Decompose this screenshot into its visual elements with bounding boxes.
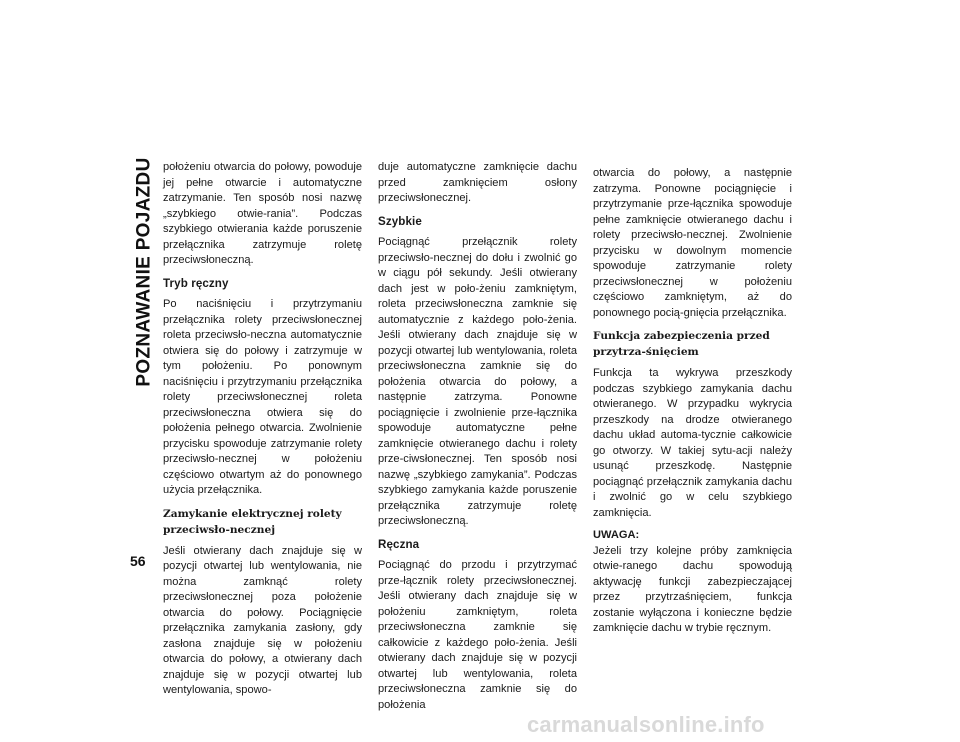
heading-manual: Ręczna	[378, 537, 420, 551]
paragraph: Funkcja ta wykrywa przeszkody podczas szybkiego zamykania dachu otwieranego. W przypadku wykrycia przeszkody na drodze otwieranego dachu układ automa-tycznie całkowicie go otworzy. W takiej sytu-acji należy usunąć przeszkodę. Następnie pociągnąć przełącznik zamykania dachu i zwolnić go w celu szybkiego zamknięcia.	[593, 367, 792, 519]
column-1	[163, 160, 362, 706]
section-title: POZNAWANIE POJAZDU	[134, 157, 156, 387]
heading-manual-mode: Tryb ręczny	[163, 276, 229, 290]
paragraph: otwarcia do połowy, a następnie zatrzyma. Ponowne pociągnięcie i przytrzymanie prze-łącznika spowoduje pełne zamknięcie otwieranego dachu i rolety przeciwsło-necznej. Zwolnienie przycisku w dowolnym momencie spowoduje zatrzymanie rolety przeciwsłonecznej w położeniu częściowo zamkniętym, aż do ponownego pocią-gnięcia przełącznika.	[593, 167, 792, 319]
column-2	[378, 160, 577, 720]
paragraph: duje automatyczne zamknięcie dachu przed zamknięciem osłony przeciwsłonecznej.	[378, 161, 577, 204]
note-label: UWAGA:	[593, 529, 640, 541]
paragraph: położeniu otwarcia do połowy, powoduje jej pełne otwarcie i automatyczne zatrzymanie. Ten sposób nosi nazwę „szybkiego otwie-rania”. Podczas szybkiego otwierania każde poruszenie przełącznika zatrzymuje roletę przeciwsłoneczną.	[163, 161, 362, 266]
section-side-tab	[131, 157, 159, 387]
column-3	[593, 166, 792, 644]
watermark: carmanualsonline.info	[527, 712, 765, 737]
heading-express: Szybkie	[378, 214, 422, 228]
paragraph: Pociągnąć przełącznik rolety przeciwsło-necznej do dołu i zwolnić go w ciągu pół sekundy. Jeśli otwierany dach jest w poło-żeniu zamkniętym, roleta przeciwsłoneczna zamknie się automatycznie z każdego poło-żenia. Jeśli otwierany dach znajduje się w pozycji otwartej lub wentylowania, roleta przeciwsłoneczna zamknie się do położenia otwarcia do połowy, a następnie zatrzyma. Ponowne pociągnięcie i zwolnienie prze-łącznika spowoduje automatyczne pełne zamknięcie otwieranego dachu i rolety prze-ciwsłonecznej. Ten sposób nosi nazwę „szybkiego zamykania”. Podczas szybkiego zamykania każde poruszenie przełącznika zatrzymuje roletę przeciwsłoneczną.	[378, 236, 577, 527]
page-number: 56	[130, 553, 146, 569]
paragraph: Jeśli otwierany dach znajduje się w pozycji otwartej lub wentylowania, nie można zamknąć rolety przeciwsłonecznej poza położenie otwarcia do połowy. Pociągnięcie przełącznika zamykania zasłony, gdy zasłona znajduje się w położeniu otwarcia do połowy, a otwierany dach znajduje się w pozycji otwartej lub wentylowania, spowo-	[163, 544, 362, 696]
paragraph: Pociągnąć do przodu i przytrzymać prze-łącznik rolety przeciwsłonecznej. Jeśli otwierany dach znajduje się w położeniu zamkniętym, roleta przeciwsłoneczna zamknie się całkowicie z każdego poło-żenia. Jeśli otwierany dach znajduje się w pozycji otwartej lub wentylowania, roleta przeciwsłoneczna zamknie się do położenia	[378, 559, 577, 711]
note-text: Jeżeli trzy kolejne próby zamknięcia otwie-ranego dachu spowodują aktywację funkcji zabezpieczającej przez przytrzaśnięciem, funkcja zostanie wyłączona i konieczne będzie zamknięcie dachu w trybie ręcznym.	[593, 544, 792, 634]
heading-closing-shade: Zamykanie elektrycznej rolety przeciwsło-necznej	[163, 507, 342, 536]
note	[593, 528, 792, 637]
heading-pinch-protection: Funkcja zabezpieczenia przed przytrza-śnięciem	[593, 330, 770, 358]
paragraph: Po naciśnięciu i przytrzymaniu przełącznika rolety przeciwsłonecznej roleta przeciwsło-neczna automatycznie otwiera się do połowy i zatrzymuje w tym położeniu. Po ponownym naciśnięciu i przytrzymaniu przełącznika rolety przeciwsłonecznej roleta przeciwsłoneczna otwiera się do położenia pełnego otwarcia. Zwolnienie przycisku spowoduje zatrzymanie rolety przeciwsło-necznej w położeniu częściowo otwartym aż do ponownego użycia przełącznika.	[163, 298, 362, 496]
